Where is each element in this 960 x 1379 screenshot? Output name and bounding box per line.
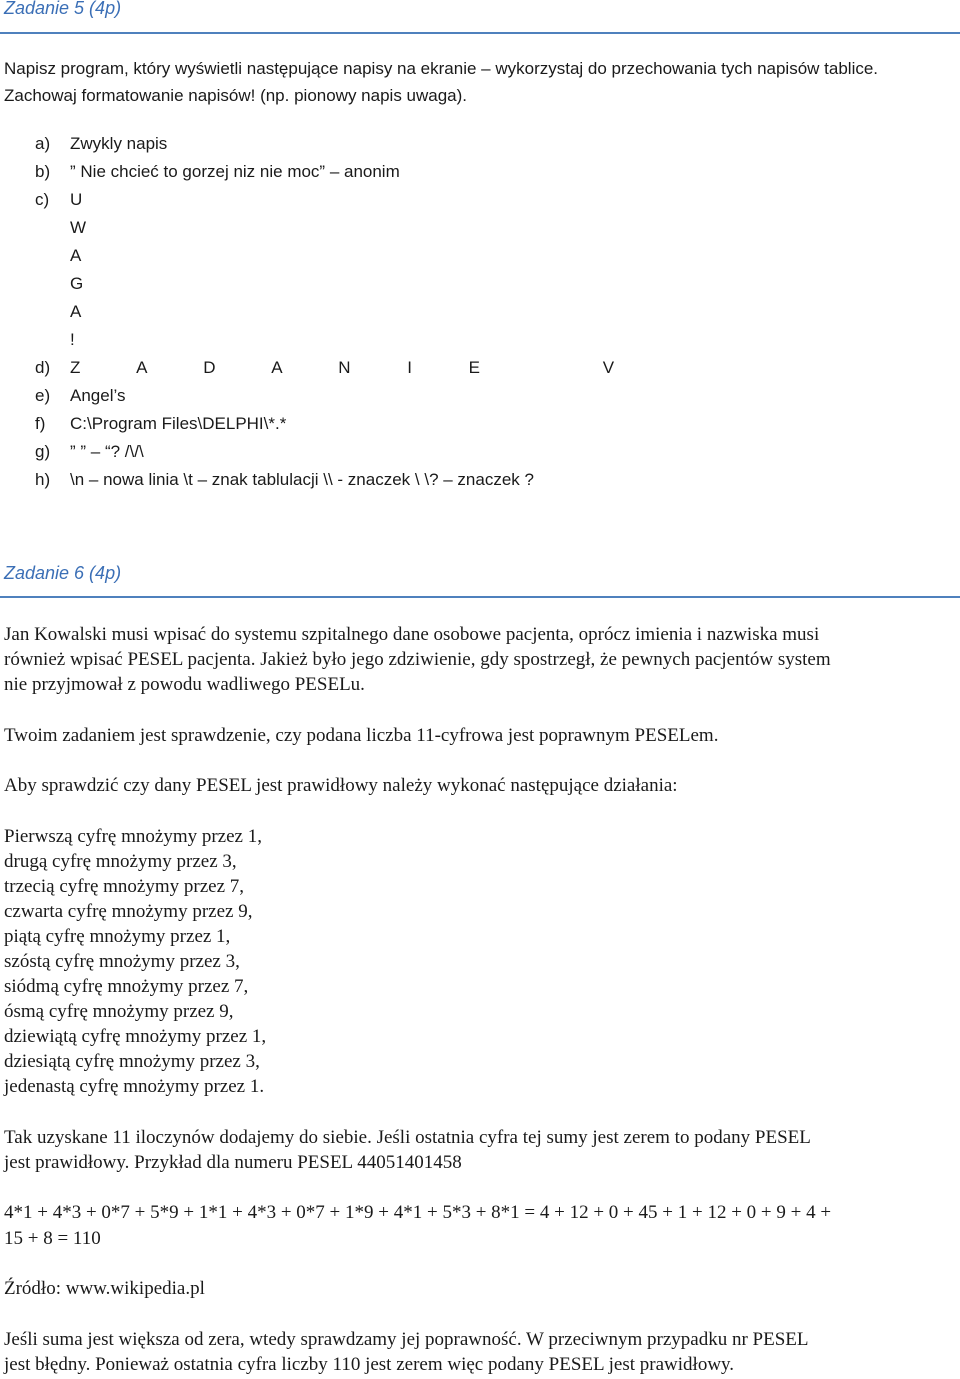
task6-para1-line2: również wpisać PESEL pacjenta. Jakież było jego zdziwienie, gdy spostrzegł, że pewnych pacjentów system bbox=[4, 649, 831, 670]
task5-intro-line2: Zachowaj formatowanie napisów! (np. pionowy napis uwaga). bbox=[4, 86, 468, 105]
list-item-label: a) bbox=[35, 134, 51, 153]
list-item: drugą cyfrę mnożymy przez 3, bbox=[4, 851, 237, 872]
list-item-text: G bbox=[70, 274, 84, 293]
list-item-label: h) bbox=[35, 470, 51, 489]
list-item-text: C:\Program Files\DELPHI\*.* bbox=[70, 414, 287, 433]
task6-source: Źródło: www.wikipedia.pl bbox=[4, 1278, 205, 1299]
list-item-label: f) bbox=[35, 414, 46, 433]
list-item: szóstą cyfrę mnożymy przez 3, bbox=[4, 951, 240, 972]
task5-heading-rule bbox=[0, 32, 960, 34]
task6-para1-line1: Jan Kowalski musi wpisać do systemu szpitalnego dane osobowe pacjenta, oprócz imienia i nazwiska musi bbox=[4, 624, 820, 645]
task5-heading: Zadanie 5 (4p) bbox=[4, 0, 122, 18]
list-item: piątą cyfrę mnożymy przez 1, bbox=[4, 926, 231, 947]
list-item-text: ” Nie chcieć to gorzej niz nie moc” – anonim bbox=[70, 162, 400, 181]
list-item: Pierwszą cyfrę mnożymy przez 1, bbox=[4, 826, 262, 847]
list-item-text: A bbox=[70, 246, 82, 265]
list-item: dziesiątą cyfrę mnożymy przez 3, bbox=[4, 1051, 260, 1072]
task5-intro-line1: Napisz program, który wyświetli następujące napisy na ekranie – wykorzystaj do przechowania tych napisów tablice. bbox=[4, 59, 879, 78]
list-item: trzecią cyfrę mnożymy przez 7, bbox=[4, 876, 245, 897]
task6-para4-line1: Tak uzyskane 11 iloczynów dodajemy do siebie. Jeśli ostatnia cyfra tej sumy jest zerem to podany PESEL bbox=[4, 1127, 811, 1148]
task6-calc-line2: 15 + 8 = 110 bbox=[4, 1228, 101, 1249]
list-item-label: c) bbox=[35, 190, 50, 209]
list-item: jedenastą cyfrę mnożymy przez 1. bbox=[4, 1076, 265, 1097]
list-item: siódmą cyfrę mnożymy przez 7, bbox=[4, 976, 249, 997]
list-item: dziewiątą cyfrę mnożymy przez 1, bbox=[4, 1026, 267, 1047]
task6-heading: Zadanie 6 (4p) bbox=[4, 563, 122, 583]
list-item: czwarta cyfrę mnożymy przez 9, bbox=[4, 901, 253, 922]
list-item-text: Angel’s bbox=[70, 386, 126, 405]
list-item-label: d) bbox=[35, 358, 51, 377]
task6-calc-line1: 4*1 + 4*3 + 0*7 + 5*9 + 1*1 + 4*3 + 0*7 + 1*9 + 4*1 + 5*3 + 8*1 = 4 + 12 + 0 + 45 + 1 + 12 + 0 + 9 + 4 + bbox=[4, 1202, 832, 1223]
task6-para1-line3: nie przyjmował z powodu wadliwego PESELu. bbox=[4, 674, 365, 695]
list-item-text: ! bbox=[70, 330, 75, 349]
list-item-text: W bbox=[70, 218, 87, 237]
task6-para3: Aby sprawdzić czy dany PESEL jest prawidłowy należy wykonać następujące działania: bbox=[4, 775, 678, 796]
task6-heading-rule bbox=[0, 596, 960, 598]
list-item-label: e) bbox=[35, 386, 51, 405]
list-item-text: \n – nowa linia \t – znak tablulacji \\ - znaczek \ \? – znaczek ? bbox=[70, 470, 534, 489]
list-item-text: Zwykly napis bbox=[70, 134, 168, 153]
list-item-text: Z A D A N I E V bbox=[70, 358, 615, 377]
task6-para4-line2: jest prawidłowy. Przykład dla numeru PESEL 44051401458 bbox=[4, 1152, 462, 1173]
list-item-text: U bbox=[70, 190, 83, 209]
list-item: ósmą cyfrę mnożymy przez 9, bbox=[4, 1001, 234, 1022]
list-item-label: b) bbox=[35, 162, 51, 181]
task6-para2: Twoim zadaniem jest sprawdzenie, czy podana liczba 11-cyfrowa jest poprawnym PESELem. bbox=[4, 725, 719, 746]
list-item-label: g) bbox=[35, 442, 51, 461]
task6-para5-line2: jest błędny. Ponieważ ostatnia cyfra liczby 110 jest zerem więc podany PESEL jest prawidłowy. bbox=[4, 1354, 735, 1375]
list-item-text: A bbox=[70, 302, 82, 321]
list-item-text: ” ” – “? /\/\ bbox=[70, 442, 144, 461]
task6-para5-line1: Jeśli suma jest większa od zera, wtedy sprawdzamy jej poprawność. W przeciwnym przypadku nr PESEL bbox=[4, 1329, 809, 1350]
